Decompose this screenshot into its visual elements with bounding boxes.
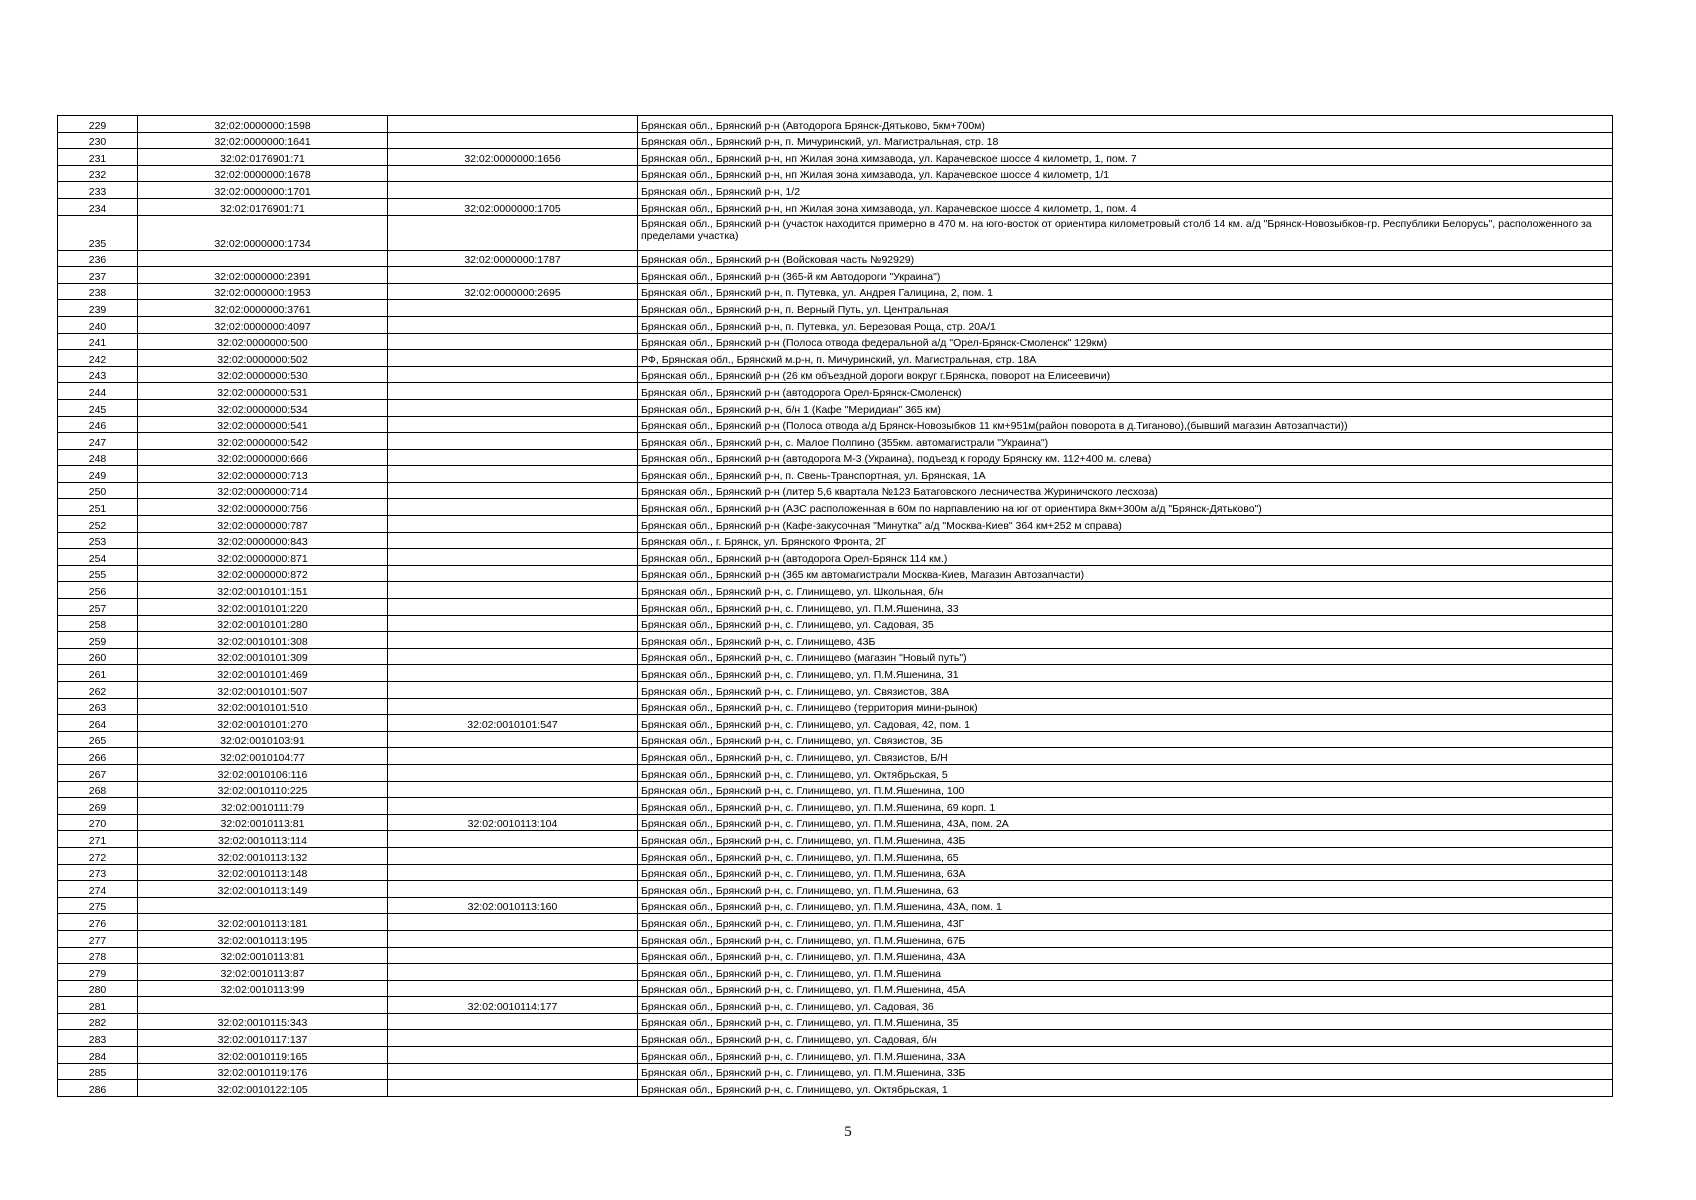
parent-cadastral-number-cell: 32:02:0000000:1656 (388, 149, 638, 166)
table-row (58, 715, 1613, 732)
row-number-cell: 251 (58, 499, 138, 516)
cadastral-number-cell: 32:02:0000000:1678 (138, 165, 388, 182)
address-cell: Брянская обл., Брянский р-н (автодорога Орел-Брянск-Смоленск) (638, 383, 1613, 400)
table-row (58, 149, 1613, 166)
table-row (58, 565, 1613, 582)
parent-cadastral-number-cell (388, 731, 638, 748)
address-cell: Брянская обл., Брянский р-н, с. Глинищево, ул. П.М.Яшенина, 43А, пом. 2А (638, 814, 1613, 831)
row-number-cell: 264 (58, 715, 138, 732)
address-cell: Брянская обл., Брянский р-н, с. Глинищево, ул. Садовая, б/н (638, 1030, 1613, 1047)
parent-cadastral-number-cell (388, 383, 638, 400)
row-number-cell: 233 (58, 182, 138, 199)
table-row (58, 165, 1613, 182)
address-cell: Брянская обл., Брянский р-н (участок находится примерно в 470 м. на юго-восток от ориентира километровый столб 14 км. а/д "Брянск-Новозыбков-гр. Республики Белорусь", расположенного за пределами участка) (638, 215, 1613, 250)
parent-cadastral-number-cell (388, 615, 638, 632)
parent-cadastral-number-cell (388, 215, 638, 250)
table-row (58, 648, 1613, 665)
row-number-cell: 261 (58, 665, 138, 682)
address-cell: Брянская обл., Брянский р-н, п. Путевка, ул. Березовая Роща, стр. 20А/1 (638, 316, 1613, 333)
parent-cadastral-number-cell (388, 1047, 638, 1064)
address-cell: Брянская обл., Брянский р-н, нп Жилая зона химзавода, ул. Карачевское шоссе 4 километр, 1, пом. 7 (638, 149, 1613, 166)
cadastral-number-cell: 32:02:0010101:220 (138, 599, 388, 616)
row-number-cell: 279 (58, 964, 138, 981)
address-cell: Брянская обл., Брянский р-н, с. Глинищево, ул. П.М.Яшенина, 43А (638, 947, 1613, 964)
address-cell: Брянская обл., Брянский р-н, с. Глинищево, ул. Садовая, 36 (638, 997, 1613, 1014)
cadastral-number-cell: 32:02:0000000:666 (138, 449, 388, 466)
address-cell: Брянская обл., Брянский р-н, п. Свень-Транспортная, ул. Брянская, 1А (638, 466, 1613, 483)
parent-cadastral-number-cell (388, 116, 638, 133)
row-number-cell: 232 (58, 165, 138, 182)
parent-cadastral-number-cell (388, 482, 638, 499)
cadastral-number-cell: 32:02:0000000:1734 (138, 215, 388, 250)
table-row (58, 366, 1613, 383)
cadastral-number-cell: 32:02:0010101:151 (138, 582, 388, 599)
parent-cadastral-number-cell: 32:02:0010101:547 (388, 715, 638, 732)
row-number-cell: 236 (58, 250, 138, 267)
cadastral-number-cell (138, 897, 388, 914)
address-cell: Брянская обл., Брянский р-н, с. Глинищево, ул. П.М.Яшенина, 33А (638, 1047, 1613, 1064)
address-cell: Брянская обл., Брянский р-н, нп Жилая зона химзавода, ул. Карачевское шоссе 4 километр, 1/1 (638, 165, 1613, 182)
cadastral-number-cell: 32:02:0000000:2391 (138, 267, 388, 284)
parent-cadastral-number-cell (388, 980, 638, 997)
table-row (58, 333, 1613, 350)
row-number-cell: 258 (58, 615, 138, 632)
parent-cadastral-number-cell: 32:02:0010113:104 (388, 814, 638, 831)
address-cell: Брянская обл., Брянский р-н, с. Малое Полпино (355км. автомагистрали "Украина") (638, 433, 1613, 450)
row-number-cell: 262 (58, 682, 138, 699)
parent-cadastral-number-cell (388, 930, 638, 947)
cadastral-number-cell: 32:02:0000000:534 (138, 399, 388, 416)
cadastral-number-cell: 32:02:0010113:181 (138, 914, 388, 931)
cadastral-number-cell: 32:02:0000000:872 (138, 565, 388, 582)
address-cell: РФ, Брянская обл., Брянский м.р-н, п. Мичуринский, ул. Магистральная, стр. 18А (638, 350, 1613, 367)
table-row (58, 897, 1613, 914)
parent-cadastral-number-cell (388, 499, 638, 516)
parent-cadastral-number-cell (388, 532, 638, 549)
parent-cadastral-number-cell (388, 831, 638, 848)
cadastral-number-cell: 32:02:0010104:77 (138, 748, 388, 765)
parent-cadastral-number-cell: 32:02:0000000:2695 (388, 283, 638, 300)
parent-cadastral-number-cell: 32:02:0010113:160 (388, 897, 638, 914)
table-row (58, 665, 1613, 682)
address-cell: Брянская обл., Брянский р-н, с. Глинищево, 43Б (638, 632, 1613, 649)
cadastral-number-cell: 32:02:0010101:469 (138, 665, 388, 682)
row-number-cell: 263 (58, 698, 138, 715)
parent-cadastral-number-cell (388, 582, 638, 599)
parent-cadastral-number-cell (388, 433, 638, 450)
row-number-cell: 259 (58, 632, 138, 649)
table-row (58, 132, 1613, 149)
row-number-cell: 238 (58, 283, 138, 300)
address-cell: Брянская обл., Брянский р-н (Войсковая часть №92929) (638, 250, 1613, 267)
table-row (58, 731, 1613, 748)
cadastral-number-cell: 32:02:0000000:3761 (138, 300, 388, 317)
table-row (58, 964, 1613, 981)
parent-cadastral-number-cell (388, 864, 638, 881)
table-row (58, 698, 1613, 715)
parent-cadastral-number-cell: 32:02:0000000:1705 (388, 198, 638, 215)
cadastral-number-cell: 32:02:0000000:1641 (138, 132, 388, 149)
table-row (58, 383, 1613, 400)
address-cell: Брянская обл., Брянский р-н (Кафе-закусочная "Минутка" а/д "Москва-Киев" 364 км+252 м справа) (638, 516, 1613, 533)
cadastral-number-cell: 32:02:0010110:225 (138, 781, 388, 798)
cadastral-number-cell: 32:02:0000000:542 (138, 433, 388, 450)
row-number-cell: 239 (58, 300, 138, 317)
row-number-cell: 250 (58, 482, 138, 499)
row-number-cell: 272 (58, 847, 138, 864)
row-number-cell: 271 (58, 831, 138, 848)
address-cell: Брянская обл., Брянский р-н, с. Глинищево, ул. П.М.Яшенина, 43Б (638, 831, 1613, 848)
table-row (58, 748, 1613, 765)
parent-cadastral-number-cell: 32:02:0010114:177 (388, 997, 638, 1014)
table-row (58, 847, 1613, 864)
cadastral-number-cell: 32:02:0000000:713 (138, 466, 388, 483)
cadastral-number-cell (138, 250, 388, 267)
parent-cadastral-number-cell (388, 350, 638, 367)
row-number-cell: 245 (58, 399, 138, 416)
cadastral-number-cell: 32:02:0000000:4097 (138, 316, 388, 333)
address-cell: Брянская обл., Брянский р-н, с. Глинищево, ул. П.М.Яшенина, 67Б (638, 930, 1613, 947)
cadastral-number-cell: 32:02:0000000:530 (138, 366, 388, 383)
table-row (58, 1013, 1613, 1030)
address-cell: Брянская обл., Брянский р-н, с. Глинищево, ул. П.М.Яшенина, 35 (638, 1013, 1613, 1030)
address-cell: Брянская обл., Брянский р-н, с. Глинищево, ул. П.М.Яшенина, 31 (638, 665, 1613, 682)
table-row (58, 433, 1613, 450)
row-number-cell: 257 (58, 599, 138, 616)
row-number-cell: 247 (58, 433, 138, 450)
address-cell: Брянская обл., Брянский р-н, нп Жилая зона химзавода, ул. Карачевское шоссе 4 километр, 1, пом. 4 (638, 198, 1613, 215)
row-number-cell: 246 (58, 416, 138, 433)
table-row (58, 350, 1613, 367)
parent-cadastral-number-cell (388, 165, 638, 182)
address-cell: Брянская обл., Брянский р-н, п. Мичуринский, ул. Магистральная, стр. 18 (638, 132, 1613, 149)
cadastral-number-cell: 32:02:0010113:81 (138, 947, 388, 964)
row-number-cell: 234 (58, 198, 138, 215)
parent-cadastral-number-cell (388, 549, 638, 566)
row-number-cell: 249 (58, 466, 138, 483)
cadastral-number-cell: 32:02:0010111:79 (138, 798, 388, 815)
row-number-cell: 280 (58, 980, 138, 997)
cadastral-number-cell: 32:02:0010113:99 (138, 980, 388, 997)
table-row (58, 997, 1613, 1014)
address-cell: Брянская обл., Брянский р-н, с. Глинищево, ул. Садовая, 42, пом. 1 (638, 715, 1613, 732)
cadastral-number-cell: 32:02:0000000:541 (138, 416, 388, 433)
address-cell: Брянская обл., Брянский р-н, с. Глинищево, ул. П.М.Яшенина, 45А (638, 980, 1613, 997)
cadastral-number-cell: 32:02:0010101:510 (138, 698, 388, 715)
address-cell: Брянская обл., Брянский р-н, с. Глинищево, ул. П.М.Яшенина, 100 (638, 781, 1613, 798)
table-row (58, 1047, 1613, 1064)
table-row (58, 1080, 1613, 1097)
parent-cadastral-number-cell (388, 1013, 638, 1030)
row-number-cell: 269 (58, 798, 138, 815)
parent-cadastral-number-cell (388, 300, 638, 317)
row-number-cell: 274 (58, 881, 138, 898)
parent-cadastral-number-cell (388, 449, 638, 466)
row-number-cell: 243 (58, 366, 138, 383)
parent-cadastral-number-cell (388, 516, 638, 533)
address-cell: Брянская обл., Брянский р-н, п. Путевка, ул. Андрея Галицина, 2, пом. 1 (638, 283, 1613, 300)
table-row (58, 198, 1613, 215)
parent-cadastral-number-cell (388, 665, 638, 682)
parent-cadastral-number-cell (388, 1080, 638, 1097)
cadastral-number-cell: 32:02:0010115:343 (138, 1013, 388, 1030)
table-row (58, 947, 1613, 964)
table-row (58, 466, 1613, 483)
row-number-cell: 230 (58, 132, 138, 149)
parent-cadastral-number-cell (388, 947, 638, 964)
row-number-cell: 268 (58, 781, 138, 798)
table-row (58, 549, 1613, 566)
parent-cadastral-number-cell (388, 182, 638, 199)
table-row (58, 798, 1613, 815)
address-cell: Брянская обл., Брянский р-н, с. Глинищево, ул. Октябрьская, 5 (638, 764, 1613, 781)
cadastral-number-cell: 32:02:0000000:502 (138, 350, 388, 367)
parent-cadastral-number-cell (388, 764, 638, 781)
address-cell: Брянская обл., Брянский р-н, с. Глинищево, ул. П.М.Яшенина, 63 (638, 881, 1613, 898)
row-number-cell: 286 (58, 1080, 138, 1097)
address-cell: Брянская обл., Брянский р-н, с. Глинищево, ул. Связистов, Б/Н (638, 748, 1613, 765)
table-row (58, 582, 1613, 599)
address-cell: Брянская обл., Брянский р-н, с. Глинищево, ул. П.М.Яшенина, 65 (638, 847, 1613, 864)
table-row (58, 449, 1613, 466)
cadastral-number-cell: 32:02:0010103:91 (138, 731, 388, 748)
cadastral-number-cell: 32:02:0000000:756 (138, 499, 388, 516)
row-number-cell: 242 (58, 350, 138, 367)
row-number-cell: 265 (58, 731, 138, 748)
parent-cadastral-number-cell (388, 847, 638, 864)
parent-cadastral-number-cell (388, 1063, 638, 1080)
row-number-cell: 237 (58, 267, 138, 284)
parent-cadastral-number-cell (388, 881, 638, 898)
address-cell: Брянская обл., Брянский р-н, с. Глинищево, ул. П.М.Яшенина, 43Г (638, 914, 1613, 931)
table-row (58, 516, 1613, 533)
table-row (58, 764, 1613, 781)
parent-cadastral-number-cell (388, 632, 638, 649)
objects-table (57, 115, 1613, 1097)
parent-cadastral-number-cell (388, 682, 638, 699)
parent-cadastral-number-cell (388, 748, 638, 765)
parent-cadastral-number-cell (388, 781, 638, 798)
cadastral-number-cell: 32:02:0000000:843 (138, 532, 388, 549)
row-number-cell: 277 (58, 930, 138, 947)
table-row (58, 864, 1613, 881)
table-row (58, 250, 1613, 267)
row-number-cell: 275 (58, 897, 138, 914)
row-number-cell: 240 (58, 316, 138, 333)
address-cell: Брянская обл., Брянский р-н, с. Глинищево, ул. П.М.Яшенина, 33Б (638, 1063, 1613, 1080)
cadastral-number-cell: 32:02:0010106:116 (138, 764, 388, 781)
table-row (58, 831, 1613, 848)
cadastral-number-cell: 32:02:0000000:1953 (138, 283, 388, 300)
address-cell: Брянская обл., Брянский р-н (365-й км Автодороги "Украина") (638, 267, 1613, 284)
parent-cadastral-number-cell (388, 416, 638, 433)
address-cell: Брянская обл., Брянский р-н, с. Глинищево (территория мини-рынок) (638, 698, 1613, 715)
table-row (58, 930, 1613, 947)
table-row (58, 1030, 1613, 1047)
row-number-cell: 276 (58, 914, 138, 931)
address-cell: Брянская обл., Брянский р-н (365 км автомагистрали Москва-Киев, Магазин Автозапчасти) (638, 565, 1613, 582)
table-row (58, 267, 1613, 284)
cadastral-number-cell: 32:02:0000000:787 (138, 516, 388, 533)
cadastral-number-cell: 32:02:0010119:165 (138, 1047, 388, 1064)
table-row (58, 1063, 1613, 1080)
address-cell: Брянская обл., Брянский р-н, с. Глинищево, ул. Школьная, б/н (638, 582, 1613, 599)
table-row (58, 914, 1613, 931)
address-cell: Брянская обл., Брянский р-н, с. Глинищево, ул. П.М.Яшенина, 63А (638, 864, 1613, 881)
address-cell: Брянская обл., Брянский р-н, с. Глинищево, ул. Садовая, 35 (638, 615, 1613, 632)
address-cell: Брянская обл., Брянский р-н (автодорога М-3 (Украина), подъезд к городу Брянску км. 112+400 м. слева) (638, 449, 1613, 466)
cadastral-number-cell: 32:02:0010101:309 (138, 648, 388, 665)
cadastral-number-cell: 32:02:0010113:87 (138, 964, 388, 981)
address-cell: Брянская обл., Брянский р-н (литер 5,6 квартала №123 Батаговского лесничества Журиничского лесхоза) (638, 482, 1613, 499)
parent-cadastral-number-cell (388, 698, 638, 715)
row-number-cell: 241 (58, 333, 138, 350)
table-row (58, 283, 1613, 300)
cadastral-number-cell: 32:02:0010119:176 (138, 1063, 388, 1080)
table-body (58, 116, 1613, 1097)
row-number-cell: 281 (58, 997, 138, 1014)
row-number-cell: 244 (58, 383, 138, 400)
parent-cadastral-number-cell (388, 366, 638, 383)
table-row (58, 781, 1613, 798)
cadastral-number-cell: 32:02:0000000:500 (138, 333, 388, 350)
row-number-cell: 266 (58, 748, 138, 765)
row-number-cell: 285 (58, 1063, 138, 1080)
cadastral-number-cell: 32:02:0010113:132 (138, 847, 388, 864)
parent-cadastral-number-cell (388, 1030, 638, 1047)
row-number-cell: 252 (58, 516, 138, 533)
address-cell: Брянская обл., Брянский р-н, с. Глинищево, ул. Октябрьская, 1 (638, 1080, 1613, 1097)
address-cell: Брянская обл., Брянский р-н, с. Глинищево (магазин "Новый путь") (638, 648, 1613, 665)
address-cell: Брянская обл., Брянский р-н (автодорога Орел-Брянск 114 км.) (638, 549, 1613, 566)
cadastral-number-cell: 32:02:0010117:137 (138, 1030, 388, 1047)
parent-cadastral-number-cell (388, 267, 638, 284)
table-row (58, 980, 1613, 997)
table-row (58, 482, 1613, 499)
row-number-cell: 283 (58, 1030, 138, 1047)
address-cell: Брянская обл., Брянский р-н (Полоса отвода а/д Брянск-Новозыбков 11 км+951м(район поворота в д.Тиганово),(бывший магазин Автозапчасти)) (638, 416, 1613, 433)
address-cell: Брянская обл., Брянский р-н, 1/2 (638, 182, 1613, 199)
cadastral-number-cell: 32:02:0176901:71 (138, 198, 388, 215)
parent-cadastral-number-cell (388, 316, 638, 333)
address-cell: Брянская обл., Брянский р-н, с. Глинищево, ул. П.М.Яшенина, 33 (638, 599, 1613, 616)
row-number-cell: 231 (58, 149, 138, 166)
cadastral-number-cell: 32:02:0010101:280 (138, 615, 388, 632)
cadastral-number-cell: 32:02:0000000:871 (138, 549, 388, 566)
row-number-cell: 253 (58, 532, 138, 549)
table-row (58, 416, 1613, 433)
address-cell: Брянская обл., Брянский р-н, с. Глинищево, ул. Связистов, 3Б (638, 731, 1613, 748)
table-row (58, 814, 1613, 831)
cadastral-number-cell: 32:02:0010113:148 (138, 864, 388, 881)
cadastral-number-cell (138, 997, 388, 1014)
table-row (58, 300, 1613, 317)
row-number-cell: 282 (58, 1013, 138, 1030)
row-number-cell: 278 (58, 947, 138, 964)
parent-cadastral-number-cell (388, 648, 638, 665)
cadastral-number-cell: 32:02:0010113:81 (138, 814, 388, 831)
address-cell: Брянская обл., г. Брянск, ул. Брянского Фронта, 2Г (638, 532, 1613, 549)
table-row (58, 881, 1613, 898)
cadastral-number-cell: 32:02:0000000:1598 (138, 116, 388, 133)
row-number-cell: 270 (58, 814, 138, 831)
parent-cadastral-number-cell (388, 399, 638, 416)
address-cell: Брянская обл., Брянский р-н (Автодорога Брянск-Дятьково, 5км+700м) (638, 116, 1613, 133)
table-row (58, 532, 1613, 549)
parent-cadastral-number-cell (388, 333, 638, 350)
address-cell: Брянская обл., Брянский р-н, с. Глинищево, ул. П.М.Яшенина, 69 корп. 1 (638, 798, 1613, 815)
row-number-cell: 235 (58, 215, 138, 250)
cadastral-number-cell: 32:02:0010113:149 (138, 881, 388, 898)
cadastral-number-cell: 32:02:0010122:105 (138, 1080, 388, 1097)
page-number: 5 (844, 1124, 852, 1140)
address-cell: Брянская обл., Брянский р-н (26 км объездной дороги вокруг г.Брянска, поворот на Елисеевичи) (638, 366, 1613, 383)
parent-cadastral-number-cell (388, 565, 638, 582)
address-cell: Брянская обл., Брянский р-н, б/н 1 (Кафе "Меридиан" 365 км) (638, 399, 1613, 416)
table-row (58, 682, 1613, 699)
cadastral-number-cell: 32:02:0010101:507 (138, 682, 388, 699)
parent-cadastral-number-cell: 32:02:0000000:1787 (388, 250, 638, 267)
table-row (58, 632, 1613, 649)
row-number-cell: 260 (58, 648, 138, 665)
address-cell: Брянская обл., Брянский р-н, п. Верный Путь, ул. Центральная (638, 300, 1613, 317)
row-number-cell: 284 (58, 1047, 138, 1064)
table-row (58, 399, 1613, 416)
cadastral-number-cell: 32:02:0176901:71 (138, 149, 388, 166)
address-cell: Брянская обл., Брянский р-н, с. Глинищево, ул. П.М.Яшенина, 43А, пом. 1 (638, 897, 1613, 914)
table-row (58, 599, 1613, 616)
table-row (58, 499, 1613, 516)
parent-cadastral-number-cell (388, 964, 638, 981)
row-number-cell: 254 (58, 549, 138, 566)
row-number-cell: 229 (58, 116, 138, 133)
cadastral-number-cell: 32:02:0000000:531 (138, 383, 388, 400)
parent-cadastral-number-cell (388, 466, 638, 483)
cadastral-number-cell: 32:02:0010101:308 (138, 632, 388, 649)
row-number-cell: 267 (58, 764, 138, 781)
row-number-cell: 256 (58, 582, 138, 599)
cadastral-number-cell: 32:02:0000000:1701 (138, 182, 388, 199)
table-row (58, 316, 1613, 333)
table-row (58, 182, 1613, 199)
parent-cadastral-number-cell (388, 798, 638, 815)
cadastral-number-cell: 32:02:0010113:114 (138, 831, 388, 848)
address-cell: Брянская обл., Брянский р-н (АЗС расположенная в 60м по нарпавлению на юг от ориентира 8км+300м а/д "Брянск-Дятьково") (638, 499, 1613, 516)
address-cell: Брянская обл., Брянский р-н, с. Глинищево, ул. П.М.Яшенина (638, 964, 1613, 981)
parent-cadastral-number-cell (388, 599, 638, 616)
table-row (58, 615, 1613, 632)
parent-cadastral-number-cell (388, 914, 638, 931)
row-number-cell: 255 (58, 565, 138, 582)
cadastral-number-cell: 32:02:0010113:195 (138, 930, 388, 947)
row-number-cell: 248 (58, 449, 138, 466)
address-cell: Брянская обл., Брянский р-н, с. Глинищево, ул. Связистов, 38А (638, 682, 1613, 699)
cadastral-number-cell: 32:02:0000000:714 (138, 482, 388, 499)
table-row (58, 116, 1613, 133)
parent-cadastral-number-cell (388, 132, 638, 149)
table-row (58, 215, 1613, 250)
cadastral-number-cell: 32:02:0010101:270 (138, 715, 388, 732)
row-number-cell: 273 (58, 864, 138, 881)
address-cell: Брянская обл., Брянский р-н (Полоса отвода федеральной а/д "Орел-Брянск-Смоленск" 129км) (638, 333, 1613, 350)
